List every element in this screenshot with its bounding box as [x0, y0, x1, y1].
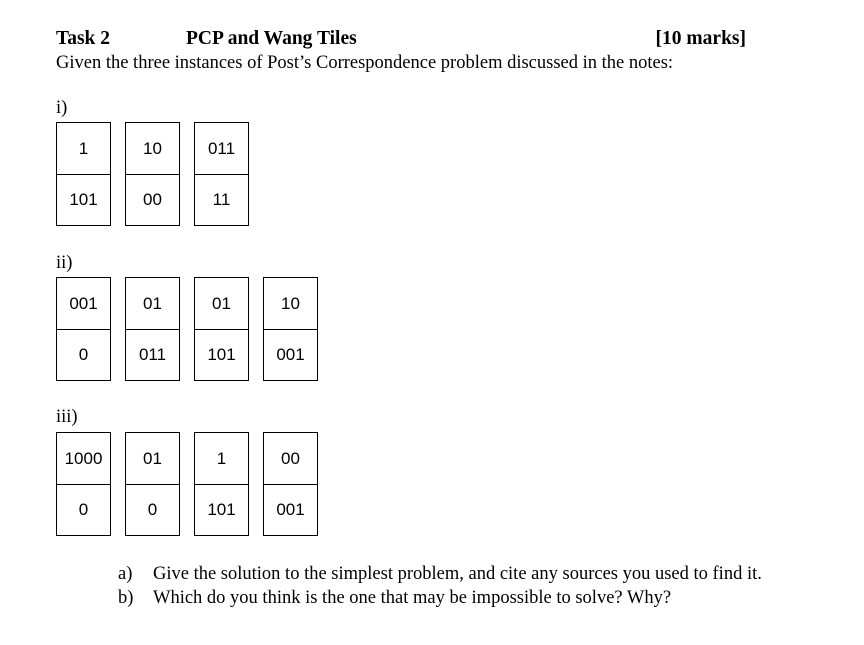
- domino-bottom: 001: [276, 499, 305, 519]
- task-number: Task 2: [56, 28, 111, 49]
- question-label: a): [118, 564, 133, 584]
- domino-top: 00: [264, 433, 317, 485]
- domino-bottom: 011: [138, 344, 167, 364]
- domino-top: 1: [57, 123, 110, 175]
- domino-bottom: 0: [78, 499, 89, 519]
- question-list: [118, 564, 808, 612]
- domino-bottom: 0: [78, 344, 89, 364]
- domino-bottom: 101: [207, 499, 236, 519]
- domino-top: 01: [126, 278, 179, 330]
- instance-label-i: i): [56, 98, 68, 118]
- domino-top: 1000: [57, 433, 110, 485]
- domino: [56, 122, 111, 226]
- question-item: [118, 564, 808, 585]
- domino: [263, 432, 318, 536]
- question-item: [118, 588, 808, 609]
- domino: [125, 432, 180, 536]
- domino-bottom: 11: [212, 189, 231, 209]
- task-title: PCP and Wang Tiles: [186, 28, 357, 49]
- domino-top: 10: [126, 123, 179, 175]
- domino: [56, 277, 111, 381]
- domino: [194, 122, 249, 226]
- domino: [194, 432, 249, 536]
- domino: [263, 277, 318, 381]
- domino-bottom: 001: [276, 344, 305, 364]
- domino-bottom: 101: [69, 189, 98, 209]
- domino: [125, 277, 180, 381]
- domino-top: 001: [57, 278, 110, 330]
- domino-bottom: 101: [207, 344, 236, 364]
- domino-bottom: 0: [147, 499, 158, 519]
- instance-label-iii: iii): [56, 407, 78, 427]
- question-label: b): [118, 588, 134, 608]
- domino: [194, 277, 249, 381]
- domino-top: 1: [195, 433, 248, 485]
- domino-top: 011: [195, 123, 248, 175]
- task-marks: [10 marks]: [655, 28, 746, 49]
- domino-top: 01: [126, 433, 179, 485]
- task-header: [56, 28, 746, 52]
- domino-top: 01: [195, 278, 248, 330]
- intro-text: Given the three instances of Post’s Correspondence problem discussed in the notes:: [56, 53, 674, 73]
- question-text: Which do you think is the one that may be impossible to solve? Why?: [153, 588, 672, 608]
- instance-label-ii: ii): [56, 253, 73, 273]
- domino-bottom: 00: [143, 189, 162, 209]
- domino: [56, 432, 111, 536]
- domino-top: 10: [264, 278, 317, 330]
- domino: [125, 122, 180, 226]
- question-text: Give the solution to the simplest problem, and cite any sources you used to find it.: [153, 564, 762, 584]
